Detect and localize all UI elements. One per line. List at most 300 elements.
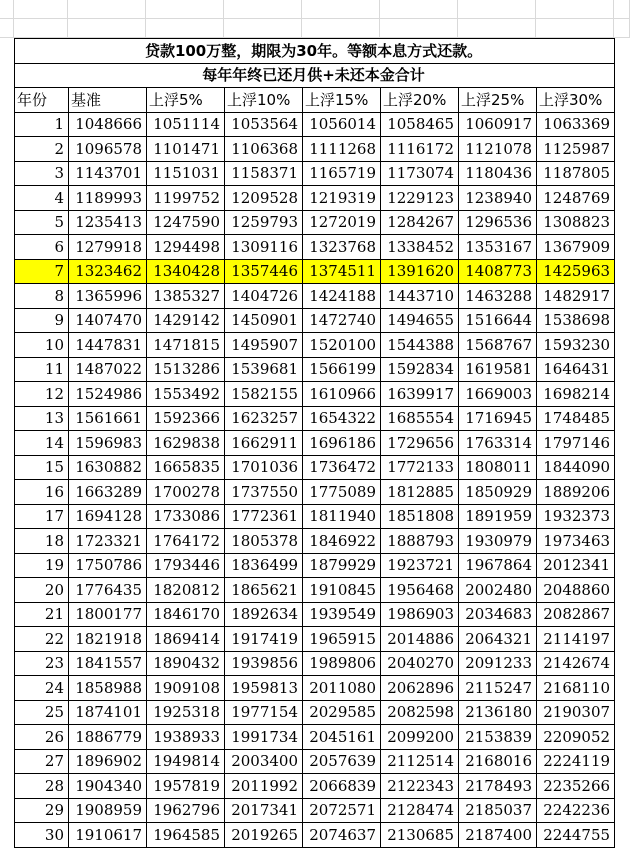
amount-cell[interactable]: 1716945 xyxy=(459,406,537,431)
empty-cell[interactable] xyxy=(614,19,630,37)
amount-cell[interactable]: 1909108 xyxy=(147,676,225,701)
year-cell[interactable]: 17 xyxy=(15,504,69,529)
amount-cell[interactable]: 1538698 xyxy=(537,308,615,333)
amount-cell[interactable]: 2064321 xyxy=(459,627,537,652)
amount-cell[interactable]: 1858988 xyxy=(69,676,147,701)
header-row xyxy=(15,88,615,113)
amount-cell[interactable]: 2136180 xyxy=(459,700,537,725)
amount-cell[interactable]: 2114197 xyxy=(537,627,615,652)
amount-cell[interactable]: 1959813 xyxy=(225,676,303,701)
amount-cell[interactable]: 2045161 xyxy=(303,725,381,750)
year-cell[interactable]: 5 xyxy=(15,210,69,235)
table-row xyxy=(15,455,615,480)
amount-cell[interactable]: 1938933 xyxy=(147,725,225,750)
amount-cell[interactable]: 1424188 xyxy=(303,284,381,309)
amount-cell[interactable]: 1385327 xyxy=(147,284,225,309)
amount-cell[interactable]: 1353167 xyxy=(459,235,537,260)
empty-cell[interactable] xyxy=(458,19,536,37)
amount-cell[interactable]: 2029585 xyxy=(303,700,381,725)
amount-cell[interactable]: 1367909 xyxy=(537,235,615,260)
amount-cell[interactable]: 2130685 xyxy=(381,823,459,848)
amount-cell[interactable]: 2122343 xyxy=(381,774,459,799)
amount-cell[interactable]: 1294498 xyxy=(147,235,225,260)
amount-cell[interactable]: 1463288 xyxy=(459,284,537,309)
amount-cell[interactable]: 1482917 xyxy=(537,284,615,309)
amount-cell[interactable]: 1544388 xyxy=(381,333,459,358)
amount-cell[interactable]: 1051114 xyxy=(147,112,225,137)
year-cell[interactable]: 10 xyxy=(15,333,69,358)
amount-cell[interactable]: 1357446 xyxy=(225,259,303,284)
amount-cell[interactable]: 1308823 xyxy=(537,210,615,235)
amount-cell[interactable]: 1323462 xyxy=(69,259,147,284)
amount-cell[interactable]: 1696186 xyxy=(303,431,381,456)
amount-cell[interactable]: 2002480 xyxy=(459,578,537,603)
year-cell[interactable]: 14 xyxy=(15,431,69,456)
amount-cell[interactable]: 1904340 xyxy=(69,774,147,799)
amount-cell[interactable]: 1957819 xyxy=(147,774,225,799)
table-row xyxy=(15,578,615,603)
year-cell[interactable]: 1 xyxy=(15,112,69,137)
amount-cell[interactable]: 1238940 xyxy=(459,186,537,211)
title-row-1 xyxy=(15,39,615,64)
amount-cell[interactable]: 1630882 xyxy=(69,455,147,480)
amount-cell[interactable]: 1524986 xyxy=(69,382,147,407)
amount-cell[interactable]: 1365996 xyxy=(69,284,147,309)
table-row xyxy=(15,333,615,358)
amount-cell[interactable]: 2014886 xyxy=(381,627,459,652)
amount-cell[interactable]: 1639917 xyxy=(381,382,459,407)
amount-cell[interactable]: 1821918 xyxy=(69,627,147,652)
amount-cell[interactable]: 1158371 xyxy=(225,161,303,186)
amount-cell[interactable]: 1121078 xyxy=(459,137,537,162)
amount-cell[interactable]: 1844090 xyxy=(537,455,615,480)
amount-cell[interactable]: 1407470 xyxy=(69,308,147,333)
amount-cell[interactable]: 1793446 xyxy=(147,553,225,578)
year-cell[interactable]: 15 xyxy=(15,455,69,480)
amount-cell[interactable]: 1917419 xyxy=(225,627,303,652)
amount-cell[interactable]: 2074637 xyxy=(303,823,381,848)
amount-cell[interactable]: 1723321 xyxy=(69,529,147,554)
amount-cell[interactable]: 1701036 xyxy=(225,455,303,480)
amount-cell[interactable]: 1964585 xyxy=(147,823,225,848)
amount-cell[interactable]: 1248769 xyxy=(537,186,615,211)
header-cell[interactable]: 年份 xyxy=(15,88,69,113)
amount-cell[interactable]: 1235413 xyxy=(69,210,147,235)
amount-cell[interactable]: 1698214 xyxy=(537,382,615,407)
amount-cell[interactable]: 1296536 xyxy=(459,210,537,235)
amount-cell[interactable]: 1932373 xyxy=(537,504,615,529)
amount-cell[interactable]: 1654322 xyxy=(303,406,381,431)
amount-cell[interactable]: 1272019 xyxy=(303,210,381,235)
amount-cell[interactable]: 1058465 xyxy=(381,112,459,137)
amount-cell[interactable]: 1447831 xyxy=(69,333,147,358)
table-row xyxy=(15,602,615,627)
amount-cell[interactable]: 1408773 xyxy=(459,259,537,284)
amount-cell[interactable]: 1800177 xyxy=(69,602,147,627)
table-row xyxy=(15,186,615,211)
amount-cell[interactable]: 2185037 xyxy=(459,798,537,823)
amount-cell[interactable]: 1930979 xyxy=(459,529,537,554)
year-cell[interactable]: 26 xyxy=(15,725,69,750)
amount-cell[interactable]: 1646431 xyxy=(537,357,615,382)
year-cell[interactable]: 16 xyxy=(15,480,69,505)
table-row xyxy=(15,431,615,456)
amount-cell[interactable]: 1495907 xyxy=(225,333,303,358)
year-cell[interactable]: 8 xyxy=(15,284,69,309)
year-cell[interactable]: 18 xyxy=(15,529,69,554)
amount-cell[interactable]: 1592366 xyxy=(147,406,225,431)
amount-cell[interactable]: 1939549 xyxy=(303,602,381,627)
empty-cell[interactable] xyxy=(0,19,14,37)
amount-cell[interactable]: 1053564 xyxy=(225,112,303,137)
amount-cell[interactable]: 1165719 xyxy=(303,161,381,186)
amount-cell[interactable]: 1820812 xyxy=(147,578,225,603)
amount-cell[interactable]: 1096578 xyxy=(69,137,147,162)
amount-cell[interactable]: 2168016 xyxy=(459,749,537,774)
table-row xyxy=(15,553,615,578)
amount-cell[interactable]: 1450901 xyxy=(225,308,303,333)
amount-cell[interactable]: 1663289 xyxy=(69,480,147,505)
amount-cell[interactable]: 2190307 xyxy=(537,700,615,725)
table-row xyxy=(15,749,615,774)
empty-cell[interactable] xyxy=(302,19,380,37)
amount-cell[interactable]: 1685554 xyxy=(381,406,459,431)
amount-cell[interactable]: 2048860 xyxy=(537,578,615,603)
empty-cell[interactable] xyxy=(0,0,14,18)
amount-cell[interactable]: 1889206 xyxy=(537,480,615,505)
empty-cell[interactable] xyxy=(224,19,302,37)
year-cell[interactable]: 24 xyxy=(15,676,69,701)
amount-cell[interactable]: 1619581 xyxy=(459,357,537,382)
amount-cell[interactable]: 1374511 xyxy=(303,259,381,284)
table-row xyxy=(15,284,615,309)
amount-cell[interactable]: 1763314 xyxy=(459,431,537,456)
header-cell[interactable]: 上浮20% xyxy=(381,88,459,113)
amount-cell[interactable]: 1125987 xyxy=(537,137,615,162)
amount-cell[interactable]: 2242236 xyxy=(537,798,615,823)
header-cell[interactable]: 上浮15% xyxy=(303,88,381,113)
amount-cell[interactable]: 2224119 xyxy=(537,749,615,774)
header-cell[interactable]: 上浮25% xyxy=(459,88,537,113)
amount-cell[interactable]: 1553492 xyxy=(147,382,225,407)
amount-cell[interactable]: 1662911 xyxy=(225,431,303,456)
empty-cell[interactable] xyxy=(68,0,146,18)
table-row xyxy=(15,676,615,701)
amount-cell[interactable]: 1923721 xyxy=(381,553,459,578)
empty-cell[interactable] xyxy=(614,0,630,18)
amount-cell[interactable]: 1939856 xyxy=(225,651,303,676)
amount-cell[interactable]: 1443710 xyxy=(381,284,459,309)
amount-cell[interactable]: 1284267 xyxy=(381,210,459,235)
year-cell[interactable]: 3 xyxy=(15,161,69,186)
amount-cell[interactable]: 2012341 xyxy=(537,553,615,578)
amount-cell[interactable]: 1111268 xyxy=(303,137,381,162)
empty-cell[interactable] xyxy=(146,0,224,18)
header-cell[interactable]: 上浮5% xyxy=(147,88,225,113)
amount-cell[interactable]: 1151031 xyxy=(147,161,225,186)
amount-cell[interactable]: 2066839 xyxy=(303,774,381,799)
table-row xyxy=(15,529,615,554)
amount-cell[interactable]: 1965915 xyxy=(303,627,381,652)
empty-cell[interactable] xyxy=(224,0,302,18)
amount-cell[interactable]: 2003400 xyxy=(225,749,303,774)
amount-cell[interactable]: 1623257 xyxy=(225,406,303,431)
amount-cell[interactable]: 1056014 xyxy=(303,112,381,137)
amount-cell[interactable]: 1561661 xyxy=(69,406,147,431)
table-row xyxy=(15,504,615,529)
amount-cell[interactable]: 1425963 xyxy=(537,259,615,284)
amount-cell[interactable]: 1487022 xyxy=(69,357,147,382)
amount-cell[interactable]: 1772361 xyxy=(225,504,303,529)
amount-cell[interactable]: 1890432 xyxy=(147,651,225,676)
amount-cell[interactable]: 1733086 xyxy=(147,504,225,529)
amount-cell[interactable]: 1199752 xyxy=(147,186,225,211)
amount-cell[interactable]: 1949814 xyxy=(147,749,225,774)
amount-cell[interactable]: 1323768 xyxy=(303,235,381,260)
amount-cell[interactable]: 1836499 xyxy=(225,553,303,578)
amount-cell[interactable]: 2091233 xyxy=(459,651,537,676)
amount-cell[interactable]: 1764172 xyxy=(147,529,225,554)
amount-cell[interactable]: 1209528 xyxy=(225,186,303,211)
amount-cell[interactable]: 2017341 xyxy=(225,798,303,823)
amount-cell[interactable]: 2019265 xyxy=(225,823,303,848)
empty-cell[interactable] xyxy=(14,19,68,37)
amount-cell[interactable]: 1886779 xyxy=(69,725,147,750)
amount-cell[interactable]: 1888793 xyxy=(381,529,459,554)
amount-cell[interactable]: 1060917 xyxy=(459,112,537,137)
empty-cell[interactable] xyxy=(380,19,458,37)
amount-cell[interactable]: 1247590 xyxy=(147,210,225,235)
amount-cell[interactable]: 2057639 xyxy=(303,749,381,774)
amount-cell[interactable]: 1338452 xyxy=(381,235,459,260)
amount-cell[interactable]: 1967864 xyxy=(459,553,537,578)
amount-cell[interactable]: 1340428 xyxy=(147,259,225,284)
header-cell[interactable]: 基准 xyxy=(69,88,147,113)
table-row xyxy=(15,161,615,186)
table-row xyxy=(15,406,615,431)
amount-cell[interactable]: 1309116 xyxy=(225,235,303,260)
amount-cell[interactable]: 2112514 xyxy=(381,749,459,774)
header-cell[interactable]: 上浮30% xyxy=(537,88,615,113)
amount-cell[interactable]: 1596983 xyxy=(69,431,147,456)
amount-cell[interactable]: 1494655 xyxy=(381,308,459,333)
amount-cell[interactable]: 1910845 xyxy=(303,578,381,603)
amount-cell[interactable]: 1891959 xyxy=(459,504,537,529)
amount-cell[interactable]: 2244755 xyxy=(537,823,615,848)
year-cell[interactable]: 25 xyxy=(15,700,69,725)
amount-cell[interactable]: 1101471 xyxy=(147,137,225,162)
amount-cell[interactable]: 2168110 xyxy=(537,676,615,701)
amount-cell[interactable]: 2128474 xyxy=(381,798,459,823)
amount-cell[interactable]: 1429142 xyxy=(147,308,225,333)
empty-row xyxy=(0,19,630,38)
amount-cell[interactable]: 1925318 xyxy=(147,700,225,725)
amount-cell[interactable]: 2142674 xyxy=(537,651,615,676)
amount-cell[interactable]: 1048666 xyxy=(69,112,147,137)
amount-cell[interactable]: 1189993 xyxy=(69,186,147,211)
empty-cell[interactable] xyxy=(146,19,224,37)
amount-cell[interactable]: 1908959 xyxy=(69,798,147,823)
empty-cell[interactable] xyxy=(458,0,536,18)
year-cell[interactable]: 7 xyxy=(15,259,69,284)
year-cell[interactable]: 21 xyxy=(15,602,69,627)
amount-cell[interactable]: 1750786 xyxy=(69,553,147,578)
year-cell[interactable]: 29 xyxy=(15,798,69,823)
amount-cell[interactable]: 1143701 xyxy=(69,161,147,186)
amount-cell[interactable]: 1808011 xyxy=(459,455,537,480)
year-cell[interactable]: 6 xyxy=(15,235,69,260)
amount-cell[interactable]: 1219319 xyxy=(303,186,381,211)
amount-cell[interactable]: 2099200 xyxy=(381,725,459,750)
amount-cell[interactable]: 2034683 xyxy=(459,602,537,627)
amount-cell[interactable]: 1879929 xyxy=(303,553,381,578)
amount-cell[interactable]: 1106368 xyxy=(225,137,303,162)
amount-cell[interactable]: 1850929 xyxy=(459,480,537,505)
table-row xyxy=(15,798,615,823)
amount-cell[interactable]: 1516644 xyxy=(459,308,537,333)
amount-cell[interactable]: 1539681 xyxy=(225,357,303,382)
year-cell[interactable]: 4 xyxy=(15,186,69,211)
amount-cell[interactable]: 1865621 xyxy=(225,578,303,603)
empty-cell[interactable] xyxy=(302,0,380,18)
amount-cell[interactable]: 1962796 xyxy=(147,798,225,823)
amount-cell[interactable]: 2187400 xyxy=(459,823,537,848)
empty-cell[interactable] xyxy=(14,0,68,18)
year-cell[interactable]: 2 xyxy=(15,137,69,162)
amount-cell[interactable]: 1593230 xyxy=(537,333,615,358)
amount-cell[interactable]: 1910617 xyxy=(69,823,147,848)
amount-cell[interactable]: 1610966 xyxy=(303,382,381,407)
amount-cell[interactable]: 1665835 xyxy=(147,455,225,480)
year-cell[interactable]: 19 xyxy=(15,553,69,578)
amount-cell[interactable]: 2082867 xyxy=(537,602,615,627)
amount-cell[interactable]: 1811940 xyxy=(303,504,381,529)
amount-cell[interactable]: 1582155 xyxy=(225,382,303,407)
amount-cell[interactable]: 1892634 xyxy=(225,602,303,627)
amount-cell[interactable]: 2153839 xyxy=(459,725,537,750)
amount-cell[interactable]: 1259793 xyxy=(225,210,303,235)
amount-cell[interactable]: 1063369 xyxy=(537,112,615,137)
amount-cell[interactable]: 1520100 xyxy=(303,333,381,358)
amount-cell[interactable]: 1846170 xyxy=(147,602,225,627)
amount-cell[interactable]: 1737550 xyxy=(225,480,303,505)
table-row xyxy=(15,627,615,652)
amount-cell[interactable]: 1812885 xyxy=(381,480,459,505)
amount-cell[interactable]: 1772133 xyxy=(381,455,459,480)
table-row xyxy=(15,651,615,676)
amount-cell[interactable]: 1869414 xyxy=(147,627,225,652)
amount-cell[interactable]: 1977154 xyxy=(225,700,303,725)
amount-cell[interactable]: 1989806 xyxy=(303,651,381,676)
year-cell[interactable]: 12 xyxy=(15,382,69,407)
amount-cell[interactable]: 2072571 xyxy=(303,798,381,823)
amount-cell[interactable]: 2115247 xyxy=(459,676,537,701)
amount-cell[interactable]: 2011080 xyxy=(303,676,381,701)
amount-cell[interactable]: 1729656 xyxy=(381,431,459,456)
empty-cell[interactable] xyxy=(380,0,458,18)
year-cell[interactable]: 13 xyxy=(15,406,69,431)
year-cell[interactable]: 23 xyxy=(15,651,69,676)
amount-cell[interactable]: 2040270 xyxy=(381,651,459,676)
amount-cell[interactable]: 1846922 xyxy=(303,529,381,554)
amount-cell[interactable]: 1748485 xyxy=(537,406,615,431)
amount-cell[interactable]: 2178493 xyxy=(459,774,537,799)
year-cell[interactable]: 9 xyxy=(15,308,69,333)
amount-cell[interactable]: 1797146 xyxy=(537,431,615,456)
amount-cell[interactable]: 2209052 xyxy=(537,725,615,750)
amount-cell[interactable]: 1775089 xyxy=(303,480,381,505)
amount-cell[interactable]: 1173074 xyxy=(381,161,459,186)
table-title[interactable]: 贷款100万整，期限为30年。等额本息方式还款。 xyxy=(15,39,615,64)
amount-cell[interactable]: 2082598 xyxy=(381,700,459,725)
amount-cell[interactable]: 1776435 xyxy=(69,578,147,603)
header-cell[interactable]: 上浮10% xyxy=(225,88,303,113)
amount-cell[interactable]: 1805378 xyxy=(225,529,303,554)
amount-cell[interactable]: 1629838 xyxy=(147,431,225,456)
amount-cell[interactable]: 2235266 xyxy=(537,774,615,799)
amount-cell[interactable]: 1472740 xyxy=(303,308,381,333)
amount-cell[interactable]: 2062896 xyxy=(381,676,459,701)
amount-cell[interactable]: 1180436 xyxy=(459,161,537,186)
amount-cell[interactable]: 1592834 xyxy=(381,357,459,382)
amount-cell[interactable]: 1513286 xyxy=(147,357,225,382)
empty-cell[interactable] xyxy=(536,0,614,18)
empty-cell[interactable] xyxy=(536,19,614,37)
year-cell[interactable]: 27 xyxy=(15,749,69,774)
table-row xyxy=(15,357,615,382)
amount-cell[interactable]: 1391620 xyxy=(381,259,459,284)
amount-cell[interactable]: 1279918 xyxy=(69,235,147,260)
amount-cell[interactable]: 1986903 xyxy=(381,602,459,627)
amount-cell[interactable]: 1874101 xyxy=(69,700,147,725)
amount-cell[interactable]: 1991734 xyxy=(225,725,303,750)
year-cell[interactable]: 11 xyxy=(15,357,69,382)
amount-cell[interactable]: 1404726 xyxy=(225,284,303,309)
amount-cell[interactable]: 1187805 xyxy=(537,161,615,186)
amount-cell[interactable]: 1229123 xyxy=(381,186,459,211)
title-row-2 xyxy=(15,63,615,88)
amount-cell[interactable]: 2011992 xyxy=(225,774,303,799)
year-cell[interactable]: 28 xyxy=(15,774,69,799)
year-cell[interactable]: 22 xyxy=(15,627,69,652)
amount-cell[interactable]: 1700278 xyxy=(147,480,225,505)
amount-cell[interactable]: 1841557 xyxy=(69,651,147,676)
table-row xyxy=(15,382,615,407)
amount-cell[interactable]: 1896902 xyxy=(69,749,147,774)
amount-cell[interactable]: 1736472 xyxy=(303,455,381,480)
amount-cell[interactable]: 1471815 xyxy=(147,333,225,358)
table-row xyxy=(15,480,615,505)
amount-cell[interactable]: 1568767 xyxy=(459,333,537,358)
amount-cell[interactable]: 1566199 xyxy=(303,357,381,382)
amount-cell[interactable]: 1694128 xyxy=(69,504,147,529)
amount-cell[interactable]: 1851808 xyxy=(381,504,459,529)
amount-cell[interactable]: 1669003 xyxy=(459,382,537,407)
amount-cell[interactable]: 1116172 xyxy=(381,137,459,162)
table-row xyxy=(15,774,615,799)
table-row xyxy=(15,308,615,333)
table-subtitle[interactable]: 每年年终已还月供+未还本金合计 xyxy=(15,63,615,88)
amount-cell[interactable]: 1973463 xyxy=(537,529,615,554)
table-row xyxy=(15,259,615,284)
year-cell[interactable]: 20 xyxy=(15,578,69,603)
table-row xyxy=(15,823,615,848)
table-row xyxy=(15,235,615,260)
table-row xyxy=(15,210,615,235)
amount-cell[interactable]: 1956468 xyxy=(381,578,459,603)
empty-cell[interactable] xyxy=(68,19,146,37)
year-cell[interactable]: 30 xyxy=(15,823,69,848)
